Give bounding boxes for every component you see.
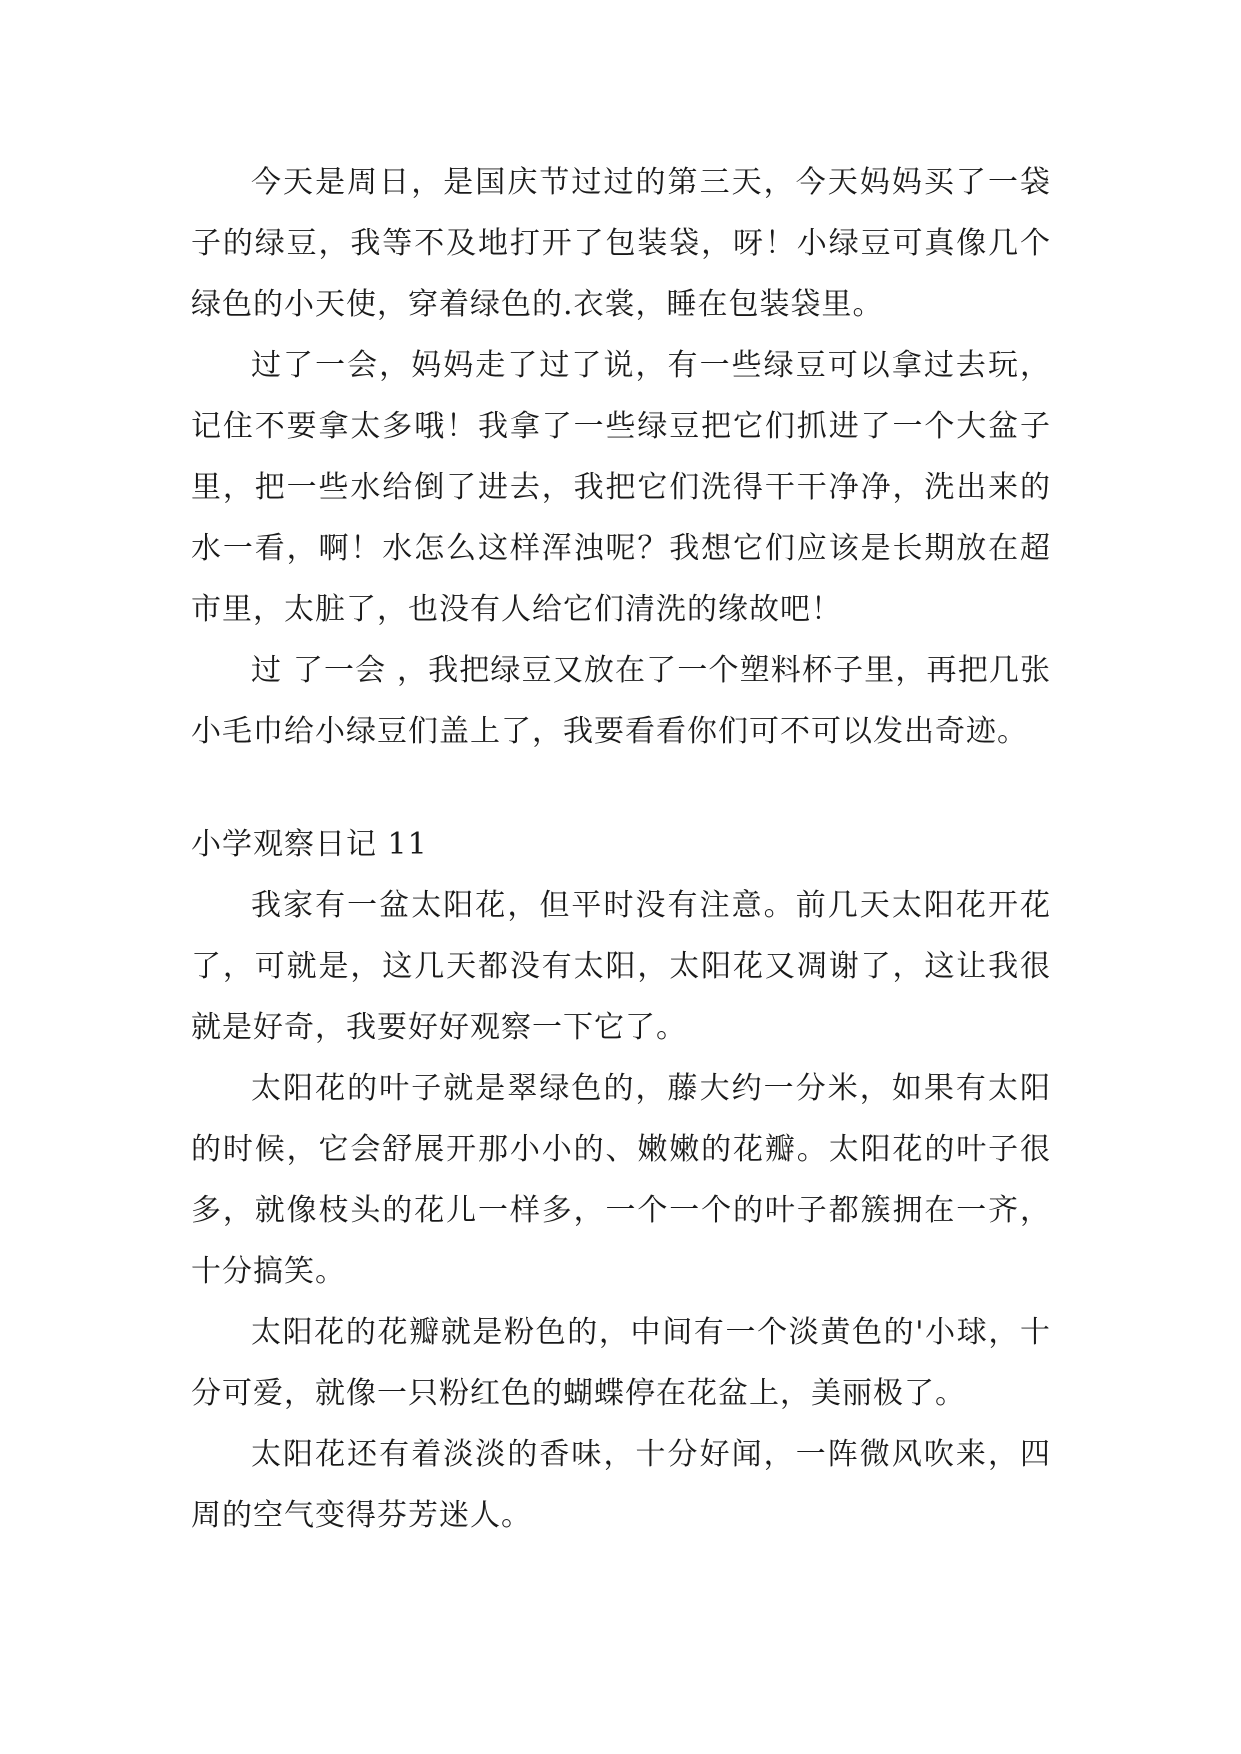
paragraph-mung-bean-1: 今天是周日，是国庆节过过的第三天，今天妈妈买了一袋子的绿豆，我等不及地打开了包装袋，呀！小绿豆可真像几个绿色的小天使，穿着绿色的.衣裳，睡在包装袋里。 <box>191 165 1051 322</box>
document-page <box>191 152 1051 1546</box>
paragraph-mung-bean-2: 过了一会，妈妈走了过了说，有一些绿豆可以拿过去玩，记住不要拿太多哦！我拿了一些绿豆把它们抓进了一个大盆子里，把一些水给倒了进去，我把它们洗得干干净净，洗出来的水一看，啊！水怎么这样浑浊呢？我想它们应该是长期放在超市里，太脏了，也没有人给它们清洗的缘故吧！ <box>191 348 1051 627</box>
paragraph-sunflower-3: 太阳花的花瓣就是粉色的，中间有一个淡黄色的'小球，十分可爱，就像一只粉红色的蝴蝶停在花盆上，美丽极了。 <box>191 1315 1051 1411</box>
diary-title: 小学观察日记 11 <box>191 827 428 862</box>
paragraph-sunflower-2: 太阳花的叶子就是翠绿色的，藤大约一分米，如果有太阳的时候，它会舒展开那小小的、嫩嫩的花瓣。太阳花的叶子很多，就像枝头的花儿一样多，一个一个的叶子都簇拥在一齐，十分搞笑。 <box>191 1071 1051 1289</box>
paragraph-sunflower-4: 太阳花还有着淡淡的香味，十分好闻，一阵微风吹来，四周的空气变得芬芳迷人。 <box>191 1437 1051 1533</box>
paragraph-sunflower-1: 我家有一盆太阳花，但平时没有注意。前几天太阳花开花了，可就是，这几天都没有太阳，太阳花又凋谢了，这让我很就是好奇，我要好好观察一下它了。 <box>191 888 1051 1045</box>
paragraph-mung-bean-3: 过 了一会 ，我把绿豆又放在了一个塑料杯子里，再把几张小毛巾给小绿豆们盖上了，我要看看你们可不可以发出奇迹。 <box>191 653 1051 749</box>
